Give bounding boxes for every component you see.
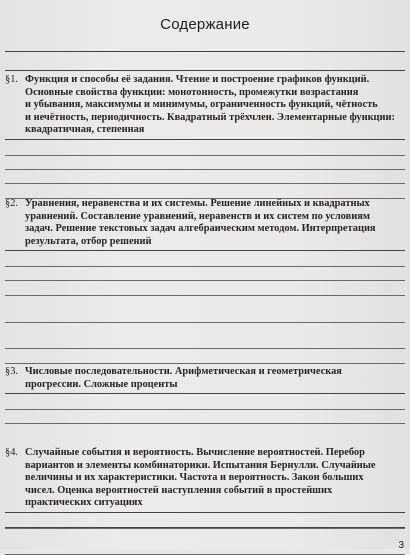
- section-heading-text: квадратичная, степенная: [25, 124, 145, 135]
- section-number: §1.: [5, 74, 18, 85]
- divider: [5, 409, 405, 410]
- section-number: §3.: [5, 366, 18, 377]
- divider: [5, 155, 405, 156]
- divider: [5, 295, 405, 296]
- section-heading-line: [5, 112, 405, 125]
- section-heading-text: Числовые последовательности. Арифметическая и геометрическая: [25, 366, 342, 377]
- section-heading: [5, 74, 405, 87]
- divider: [5, 169, 405, 170]
- divider: [5, 139, 405, 140]
- section-heading-line: [5, 485, 405, 498]
- section-heading-line: [5, 379, 405, 392]
- section-heading-text: прогрессии. Сложные проценты: [25, 378, 178, 390]
- section-heading-text: чисел. Оценка вероятностей наступления событий в простейших: [25, 484, 333, 496]
- section-heading-text: и нечётность, периодичность. Квадратный трёхчлен. Элементарные функции:: [25, 111, 395, 123]
- divider: [5, 322, 405, 323]
- section-heading-line: [5, 236, 405, 249]
- section-number: §4.: [5, 447, 18, 458]
- section-heading-line: [5, 87, 405, 100]
- section-heading-line: [5, 472, 405, 485]
- divider: [5, 51, 405, 52]
- section-heading-line: [5, 497, 405, 510]
- section-heading-text: практических ситуациях: [25, 497, 143, 508]
- section-number: §2.: [5, 198, 18, 209]
- page-number: 3: [398, 540, 404, 551]
- divider: [5, 527, 405, 528]
- section-heading-line: [5, 124, 405, 137]
- divider: [5, 393, 405, 394]
- section-heading-text: результата, отбор решений: [25, 235, 152, 247]
- divider: [5, 280, 405, 281]
- section-heading: [5, 447, 405, 460]
- section-heading-line: [5, 211, 405, 224]
- section-heading: [5, 198, 405, 211]
- section-heading-text: вариантов и элементы комбинаторики. Испытания Бернулли. Случайные: [25, 459, 376, 471]
- section-heading-text: Уравнения, неравенства и их системы. Решение линейных и квадратных: [25, 198, 370, 209]
- divider: [5, 348, 405, 349]
- section-heading-text: Основные свойства функции: монотонность, промежутки возрастания: [25, 86, 359, 98]
- section-heading: [5, 366, 405, 379]
- section-heading-line: [5, 223, 405, 236]
- section-heading-text: задач. Решение текстовых задач алгебраическим методом. Интерпретация: [25, 223, 376, 234]
- section-heading-line: [5, 460, 405, 473]
- divider: [5, 70, 405, 71]
- divider: [5, 266, 405, 267]
- section-heading-text: и убывания, максимумы и минимумы, ограниченность функций, чётность: [25, 99, 378, 110]
- section-heading-line: [5, 99, 405, 112]
- divider: [5, 183, 405, 184]
- divider: [5, 250, 405, 251]
- divider: [5, 423, 405, 424]
- divider: [5, 512, 405, 513]
- section-heading-text: уравнений. Составление уравнений, неравенств и их систем по условиям: [25, 210, 370, 222]
- section-heading-text: Случайные события и вероятность. Вычисление вероятностей. Перебор: [25, 447, 365, 458]
- divider: [5, 363, 405, 364]
- section-heading-text: Функция и способы её задания. Чтение и построение графиков функций.: [25, 74, 370, 85]
- section-heading-text: величины и их характеристики. Частота и вероятность. Закон больших: [25, 472, 364, 483]
- page-title: Содержание: [160, 16, 250, 33]
